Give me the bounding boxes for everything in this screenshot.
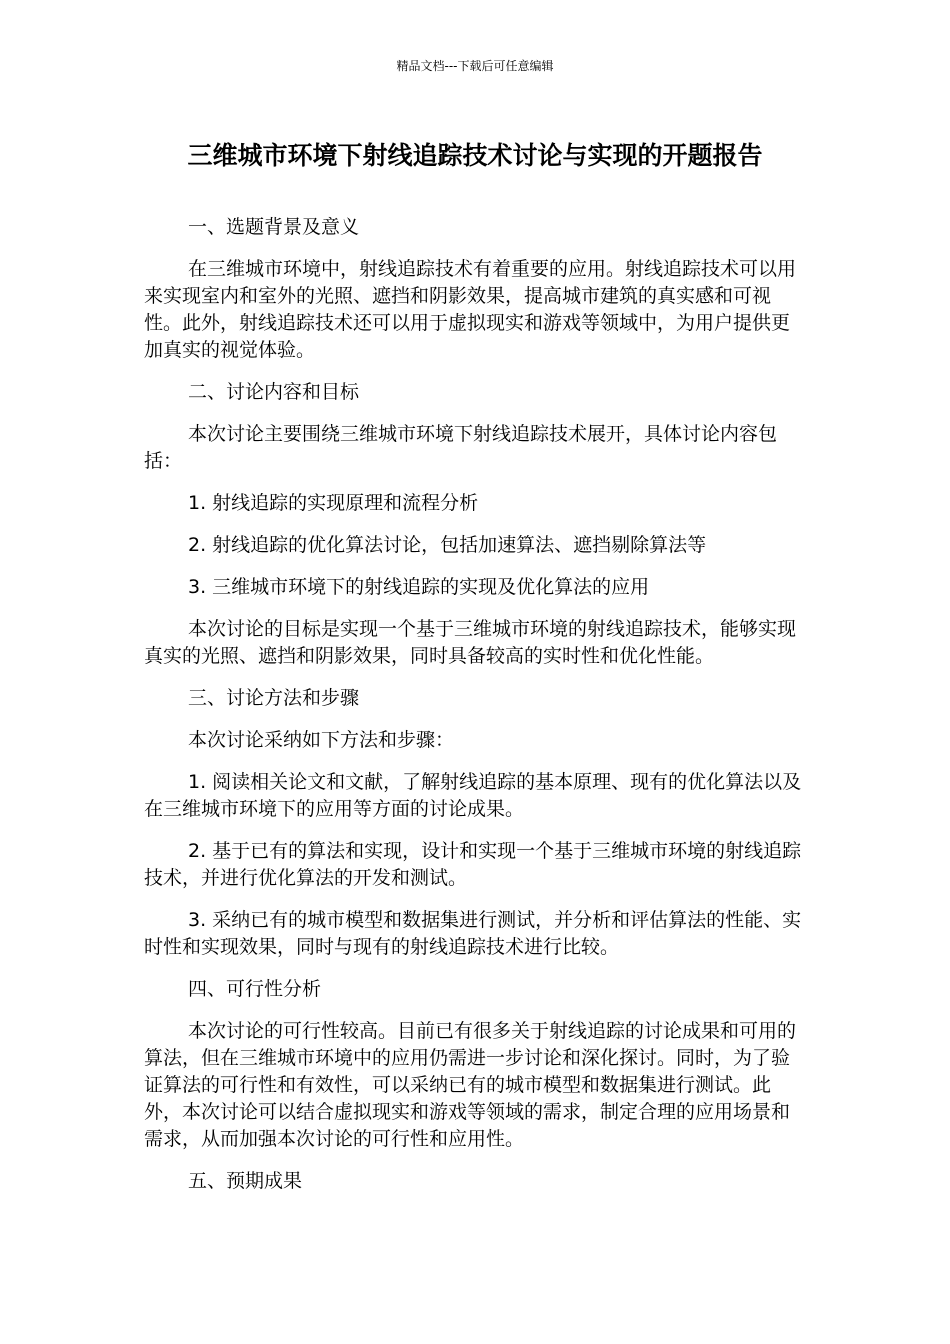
section-heading-1: 一、选题背景及意义: [188, 216, 360, 238]
list-item: 3. 采纳已有的城市模型和数据集进行测试，并分析和评估算法的性能、实时性和实现效果，同时与现有的射线追踪技术进行比较。: [144, 909, 802, 958]
header-note: 精品文档---下载后可任意编辑: [396, 59, 554, 73]
section-heading-3: 三、讨论方法和步骤: [188, 687, 360, 709]
list-item: 3. 三维城市环境下的射线追踪的实现及优化算法的应用: [188, 576, 650, 598]
paragraph-goal: 本次讨论的目标是实现一个基于三维城市环境的射线追踪技术，能够实现真实的光照、遮挡和阴影效果，同时具备较高的实时性和优化性能。: [144, 618, 797, 667]
document-body: [144, 214, 808, 1195]
section-heading-2: 二、讨论内容和目标: [188, 381, 360, 403]
paragraph-content-intro: 本次讨论主要围绕三维城市环境下射线追踪技术展开，具体讨论内容包括：: [144, 423, 778, 472]
list-item: 2. 射线追踪的优化算法讨论，包括加速算法、遮挡剔除算法等: [188, 534, 707, 556]
paragraph-feasibility: 本次讨论的可行性较高。目前已有很多关于射线追踪的讨论成果和可用的算法，但在三维城市环境中的应用仍需进一步讨论和深化探讨。同时，为了验证算法的可行性和有效性，可以采纳已有的城市模型和数据集进行测试。此外，本次讨论可以结合虚拟现实和游戏等领域的需求，制定合理的应用场景和需求，从而加强本次讨论的可行性和应用性。: [144, 1020, 797, 1150]
paragraph-background: 在三维城市环境中，射线追踪技术有着重要的应用。射线追踪技术可以用来实现室内和室外的光照、遮挡和阴影效果，提高城市建筑的真实感和可视性。此外，射线追踪技术还可以用于虚拟现实和游戏等领域中，为用户提供更加真实的视觉体验。: [144, 258, 797, 361]
section-heading-5: 五、预期成果: [188, 1170, 303, 1192]
list-item: 1. 阅读相关论文和文献，了解射线追踪的基本原理、现有的优化算法以及在三维城市环境下的应用等方面的讨论成果。: [144, 771, 802, 820]
list-item: 1. 射线追踪的实现原理和流程分析: [188, 492, 479, 514]
section-heading-4: 四、可行性分析: [188, 978, 322, 1000]
document-title: 三维城市环境下射线追踪技术讨论与实现的开题报告: [187, 141, 763, 170]
list-item: 2. 基于已有的算法和实现，设计和实现一个基于三维城市环境的射线追踪技术，并进行优化算法的开发和测试。: [144, 840, 802, 889]
paragraph-method-intro: 本次讨论采纳如下方法和步骤：: [188, 729, 455, 751]
